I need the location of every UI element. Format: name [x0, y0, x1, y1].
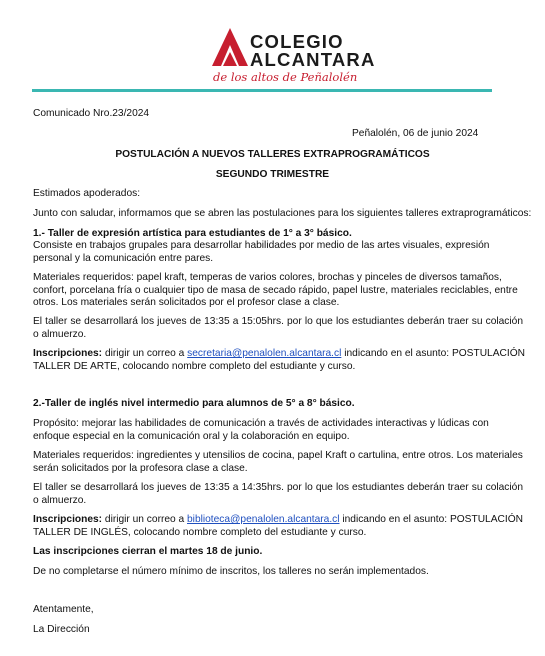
workshop1-ins-label: Inscripciones: — [33, 348, 103, 359]
workshop1-inscriptions — [33, 348, 525, 373]
workshop2-schedule: El taller se desarrollará los jueves de 13:35 a 14:35hrs. por lo que los estudiantes deberán traer su colación o almuerzo. — [33, 482, 523, 506]
place-date: Peñalolén, 06 de junio 2024 — [352, 128, 479, 139]
workshop2-email-link[interactable]: biblioteca@penalolen.alcantara.cl — [187, 514, 340, 525]
workshop2-ins-post: indicando en el asunto: POSTULACIÓN TALLER DE INGLÉS, colocando nombre completo del estudiante y curso. — [33, 514, 523, 538]
workshop2-ins-label: Inscripciones: — [33, 514, 103, 525]
workshop2-ins-pre: dirigir un correo a — [102, 514, 188, 525]
intro-text: Junto con saludar, informamos que se abren las postulaciones para los siguientes talleres extraprogramáticos: — [33, 208, 532, 219]
workshop1-ins-pre: dirigir un correo a — [102, 348, 188, 359]
workshop1-heading: 1.- Taller de expresión artística para estudiantes de 1° a 3° básico. — [33, 228, 352, 239]
minimum-note: De no completarse el número mínimo de inscritos, los talleres no serán implementados. — [33, 566, 429, 577]
document-subtitle: SEGUNDO TRIMESTRE — [215, 169, 330, 180]
deadline-notice: Las inscripciones cierran el martes 18 de junio. — [33, 546, 263, 557]
document-title: POSTULACIÓN A NUEVOS TALLERES EXTRAPROGRAMÁTICOS — [115, 149, 430, 160]
workshop1-schedule: El taller se desarrollará los jueves de 13:35 a 15:05hrs. por lo que los estudiantes deberán traer su colación o almuerzo. — [33, 316, 523, 340]
logo-line2: ALCANTARA — [250, 49, 376, 70]
header-rule — [32, 89, 492, 92]
school-logo — [210, 26, 376, 88]
workshop2-inscriptions — [33, 514, 527, 539]
closing: Atentamente, — [33, 604, 94, 615]
logo-tagline: de los altos de Peñalolén — [213, 70, 358, 84]
workshop1-description: Consiste en trabajos grupales para desarrollar habilidades por medio de las artes visuales, expresión personal y la comunicación entre pares. — [33, 240, 490, 264]
workshop2-materials: Materiales requeridos: ingredientes y utensilios de cocina, papel Kraft o cartulina, entre otros. Los materiales serán solicitados por la profesora clase a clase. — [33, 450, 523, 474]
greeting: Estimados apoderados: — [33, 188, 141, 199]
workshop1-materials: Materiales requeridos: papel kraft, temperas de varios colores, brochas y pinceles de diversos tamaños, confort, porcelana fría o cualquier tipo de masa de secado rápido, papel lustre, materiales reciclables, entre otros. Los materiales serán solicitados por el profesor clase a clase. — [33, 272, 518, 309]
workshop1-email-link[interactable]: secretaria@penalolen.alcantara.cl — [187, 348, 342, 359]
workshop2-purpose: Propósito: mejorar las habilidades de comunicación a través de actividades interactivas y lúdicas con enfoque especial en la comunicación oral y la colaboración en equipo. — [33, 418, 489, 442]
workshop2-heading: 2.-Taller de inglés nivel intermedio para alumnos de 5° a 8° básico. — [33, 398, 355, 409]
communique-number: Comunicado Nro.23/2024 — [33, 108, 150, 119]
logo-a-icon — [210, 26, 252, 68]
logo-line1: COLEGIO — [250, 31, 344, 52]
workshop1-ins-post: indicando en el asunto: POSTULACIÓN TALLER DE ARTE, colocando nombre completo del estudiante y curso. — [33, 348, 525, 372]
signature: La Dirección — [33, 624, 90, 635]
